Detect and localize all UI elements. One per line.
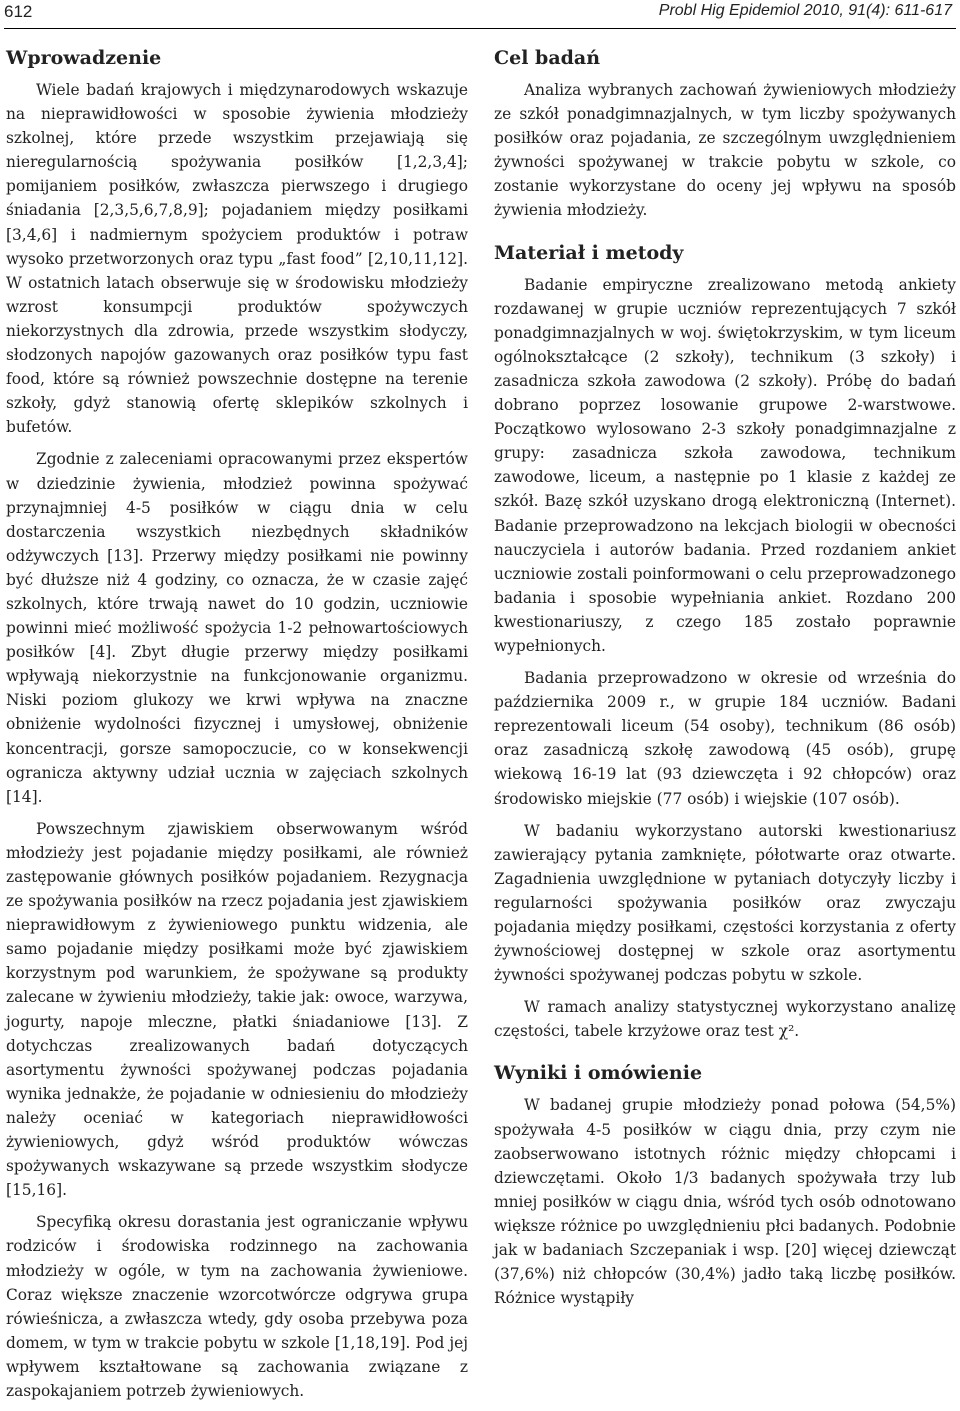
- section-heading-aim: Cel badań: [494, 47, 601, 69]
- paragraph: Badania przeprowadzono w okresie od września do października 2009 r., w grupie 184 uczniów. Badani reprezentowali liceum (54 osoby), technikum (86 osób) oraz zasadniczą szkołę zawodową (45 osób), grupę wiekową 16-19 lat (93 dziewczęta i 92 chłopców) oraz środowisko miejskie (77 osób) i wiejskie (107 osób).: [494, 669, 956, 808]
- paragraph: Analiza wybranych zachowań żywieniowych młodzieży ze szkół ponadgimnazjalnych, w tym liczby spożywanych posiłków oraz pojadania, ze szczególnym uwzględnieniem żywności spożywanej w trakcie pobytu w szkole, co zostanie wykorzystane do oceny jej wpływu na sposób żywienia młodzieży.: [494, 81, 956, 220]
- paragraph: Specyfiką okresu dorastania jest ograniczanie wpływu rodziców i środowiska rodzinnego na zachowania młodzieży w ogóle, w tym na zachowania żywieniowe. Coraz większe znaczenie wzorcotwórcze odgrywa grupa rówieśnicza, a zwłaszcza wtedy, gdy osoba przebywa poza domem, w tym w trakcie pobytu w szkole [1,18,19]. Pod jej wpływem kształtowane są zachowania związane z zaspokajaniem potrzeb żywieniowych.: [6, 1213, 468, 1400]
- paragraph: Powszechnym zjawiskiem obserwowanym wśród młodzieży jest pojadanie między posiłkami, ale również zastępowanie głównych posiłków pojadaniem. Rezygnacja ze spożywania posiłków na rzecz pojadania jest zjawiskiem nieprawidłowym z żywieniowego punktu widzenia, ale samo pojadanie między posiłkami może być zjawiskiem korzystnym pod warunkiem, że spożywane są produkty zalecane w żywieniu młodzieży, takie jak: owoce, warzywa, jogurty, napoje mleczne, płatki śniadaniowe [13]. Z dotychczas zrealizowanych badań dotyczących asortymentu żywności spożywanej podczas pojadania wynika jednakże, że pojadanie w odniesieniu do młodzieży należy oceniać w kategoriach nieprawidłowości żywieniowych, gdyż wśród produktów wówczas spożywanych wskazywane są przede wszystkim słodycze [15,16].: [6, 819, 468, 1200]
- section-heading-methods: Materiał i metody: [494, 241, 684, 264]
- paragraph: Zgodnie z zaleceniami opracowanymi przez ekspertów w dziedzinie żywienia, młodzież powinna spożywać przynajmniej 4-5 posiłków w ciągu dnia w celu dostarczenia wszystkich niezbędnych składników odżywczych [13]. Przerwy między posiłkami nie powinny być dłuższe niż 4 godziny, co oznacza, że w czasie zajęć szkolnych, które trwają nawet do 10 godzin, uczniowie powinni mieć możliwość spożycia 1-2 pełnowartościowych posiłków [4]. Zbyt długie przerwy między posiłkami wpływają niekorzystnie na funkcjonowanie organizmu. Niski poziom glukozy we krwi wpływa na znaczne obniżenie wydolności fizycznej i umysłowej, obniżenie koncentracji, gorsze samopoczucie, co w konsekwencji ogranicza aktywny udział ucznia w zajęciach szkolnych [14].: [6, 450, 468, 806]
- section-heading-introduction: Wprowadzenie: [6, 47, 162, 69]
- page-header: [0, 0, 960, 26]
- journal-citation: Probl Hig Epidemiol 2010, 91(4): 611-617: [658, 2, 952, 19]
- page-number: 612: [4, 2, 33, 21]
- paragraph: Wiele badań krajowych i międzynarodowych wskazuje na nieprawidłowości w sposobie żywienia młodzieży szkolnej, które przede wszystkim przejawiają się nieregularnością spożywania posiłków [1,2,3,4]; pomijaniem posiłków, zwłaszcza pierwszego i drugiego śniadania [2,3,5,6,7,8,9]; pojadaniem między posiłkami [3,4,6] i nadmiernym spożyciem produktów i potraw wysoko przetworzonych oraz typu „fast food” [2,10,11,12]. W ostatnich latach obserwuje się w środowisku młodzieży wzrost konsumpcji produktów spożywczych niekorzystnych dla zdrowia, przede wszystkim słodyczy, słodzonych napojów gazowanych oraz posiłków typu fast food, które są również powszechnie dostępne na terenie szkoły, gdyż stanowią ofertę sklepików szkolnych i bufetów.: [6, 81, 468, 437]
- paragraph: Badanie empiryczne zrealizowano metodą ankiety rozdawanej w grupie uczniów reprezentujących 7 szkół ponadgimnazjalnych w woj. świętokrzyskim, w tym liceum ogólnokształcące (2 szkoły), technikum (3 szkoły) i zasadnicza szkoła zawodowa (2 szkoły). Próbę do badań dobrano poprzez losowanie grupowe 2-warstwowe. Początkowo wylosowano 2-3 szkoły ponadgimnazjalne z grupy: zasadnicza szkoła zawodowa, technikum zawodowe, liceum, a następnie po 1 klasie z każdej ze szkół. Bazę szkół uzyskano drogą elektroniczną (Internet). Badanie przeprowadzono na lekcjach biologii w obecności nauczyciela i autorów badania. Przed rozdaniem ankiet uczniowie zostali poinformowani o celu przeprowadzonego badania i sposobie wypełniania ankiet. Rozdano 200 kwestionariuszy, z czego 185 zostało poprawnie wypełnionych.: [494, 275, 956, 655]
- paragraph: W badanej grupie młodzieży ponad połowa (54,5%) spożywała 4-5 posiłków w ciągu dnia, przy czym nie zaobserwowano istotnych różnic między chłopcami i dziewczętami. Około 1/3 badanych spożywała trzy lub mniej posiłków w ciągu dnia, wśród tych osób odnotowano większe różnice po uwzględnieniu płci badanych. Podobnie jak w badaniach Szczepaniak i wsp. [20] więcej dziewcząt (37,6%) niż chłopców (30,4%) jadło taką liczbę posiłków. Różnice wystąpiły: [494, 1096, 956, 1308]
- header-rule: [4, 28, 956, 29]
- paragraph: W ramach analizy statystycznej wykorzystano analizę częstości, tabele krzyżowe oraz test χ².: [494, 998, 956, 1041]
- left-column: [6, 46, 468, 1411]
- section-heading-results: Wyniki i omówienie: [494, 1062, 703, 1085]
- right-column: [494, 46, 956, 1318]
- paragraph: W badaniu wykorzystano autorski kwestionariusz zawierający pytania zamknięte, półotwarte oraz otwarte. Zagadnienia uwzględnione w pytaniach dotyczyły liczby i regularności spożywania posiłków oraz zwyczaju pojadania między posiłkami, częstości korzystania z oferty żywnościowej dostępnej w szkole oraz asortymentu żywności spożywanej podczas pobytu w szkole.: [494, 821, 956, 985]
